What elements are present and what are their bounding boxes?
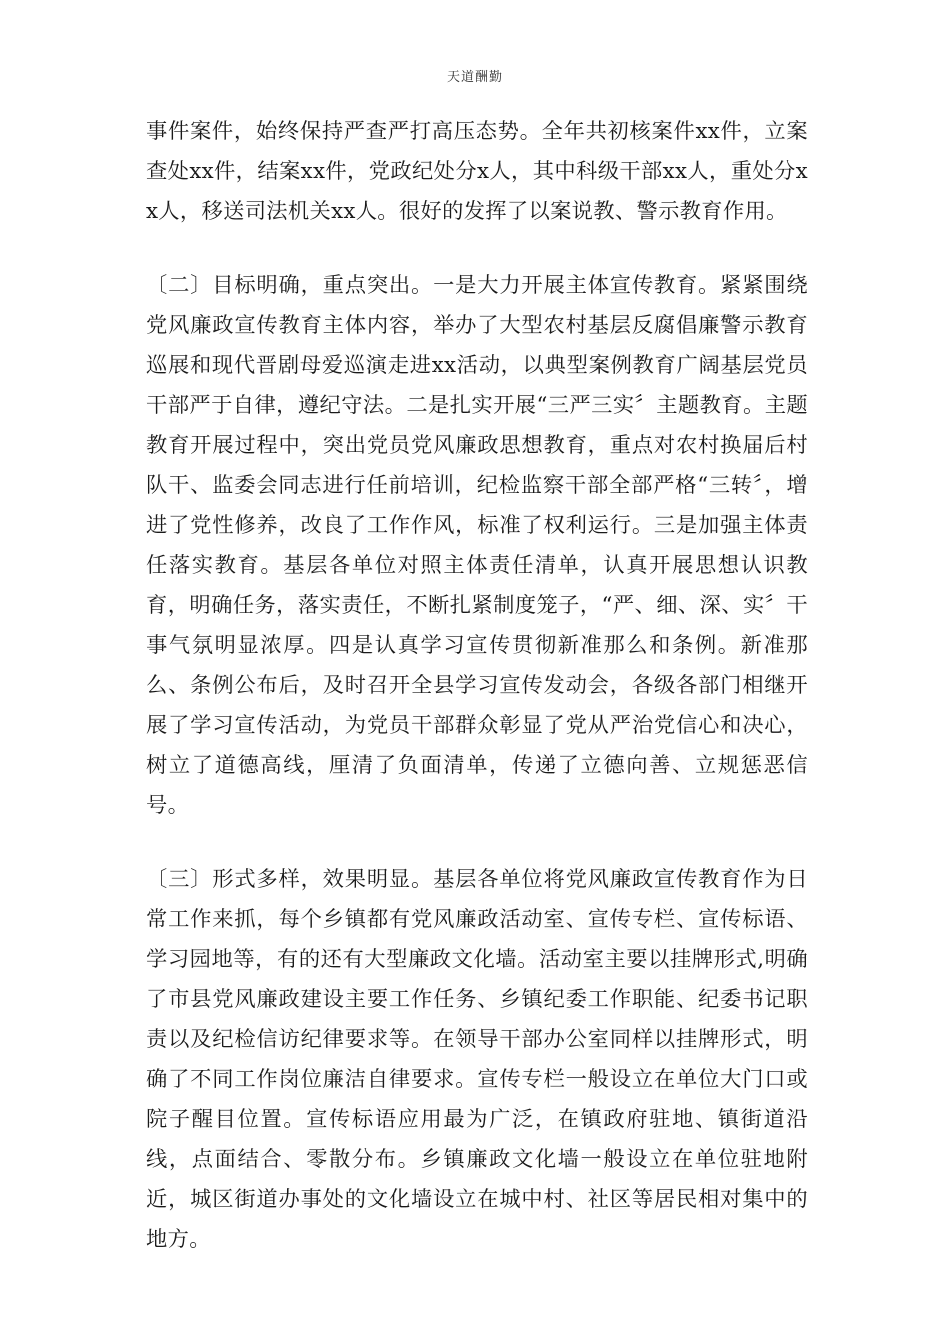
paragraph-section-two: 〔二〕目标明确，重点突出。一是大力开展主体宣传教育。紧紧围绕党风廉政宣传教育主体内容，举办了大型农村基层反腐倡廉警示教育巡展和现代晋剧母爱巡演走进xx活动，以典型案例教育广阔基层党员干部严于自律，遵纪守法。二是扎实开展“三严三实〞主题教育。主题教育开展过程中，突出党员党风廉政思想教育，重点对农村换届后村队干、监委会同志进行任前培训，纪检监察干部全部严格“三转〞，增进了党性修养，改良了工作作风，标准了权利运行。三是加强主体责任落实教育。基层各单位对照主体责任清单，认真开展思想认识教育，明确任务，落实责任，不断扎紧制度笼子，“严、细、深、实〞干事气氛明显浓厚。四是认真学习宣传贯彻新准那么和条例。新准那么、条例公布后，及时召开全县学习宣传发动会，各级各部门相继开展了学习宣传活动，为党员干部群众彰显了党从严治党信心和决心，树立了道德高线，厘清了负面清单，传递了立德向善、立规惩恶信号。 xyxy=(146,273,808,818)
paragraph-section-three: 〔三〕形式多样，效果明显。基层各单位将党风廉政宣传教育作为日常工作来抓，每个乡镇都有党风廉政活动室、宣传专栏、宣传标语、学习园地等，有的还有大型廉政文化墙。活动室主要以挂牌形式,明确了市县党风廉政建设主要工作任务、乡镇纪委工作职能、纪委书记职责以及纪检信访纪律要求等。在领导干部办公室同样以挂牌形式，明确了不同工作岗位廉洁自律要求。宣传专栏一般设立在单位大门口或院子醒目位置。宣传标语应用最为广泛，在镇政府驻地、镇街道沿线，点面结合、零散分布。乡镇廉政文化墙一般设立在单位驻地附近，城区街道办事处的文化墙设立在城中村、社区等居民相对集中的地方。 xyxy=(146,867,808,1252)
paragraph-spacer xyxy=(146,826,808,860)
paragraph-spacer xyxy=(146,232,808,266)
paragraph-case-statistics: 事件案件，始终保持严查严打高压态势。全年共初核案件xx件，立案查处xx件，结案xx件，党政纪处分x人，其中科级干部xx人，重处分xx人，移送司法机关xx人。很好的发挥了以案说教、警示教育作用。 xyxy=(146,119,808,224)
page-header: 天道酬勤 xyxy=(446,70,503,85)
document-body xyxy=(146,112,808,1260)
